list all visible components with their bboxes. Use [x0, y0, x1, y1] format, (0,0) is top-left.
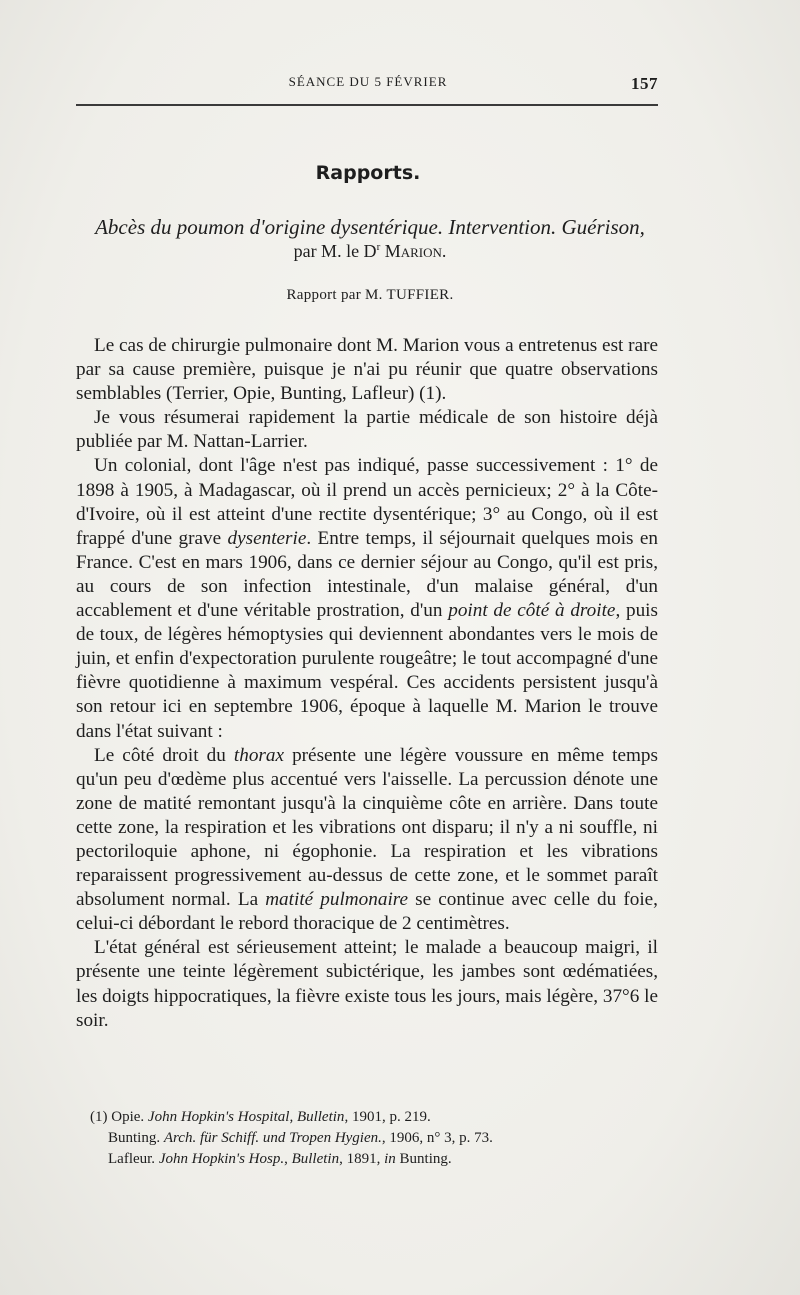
paragraph-2: Je vous résumerai rapidement la partie médicale de son histoire déjà publiée par M. Nattan-Larrier. [76, 407, 658, 453]
paragraph-5: L'état général est sérieusement atteint; le malade a beaucoup maigri, il présente une teinte légèrement subictérique, les jambes sont œdématiées, les doigts hippocratiques, la fièvre existe tous les jours, mais légère, 37°6 le soir. [76, 937, 658, 1031]
article-byline [74, 241, 666, 262]
footnotes [90, 1107, 658, 1170]
paragraph-4-italic-2: matité pulmonaire [265, 889, 409, 911]
running-title: SÉANCE DU 5 FÉVRIER [288, 74, 448, 89]
paragraph-3-part-b: . Entre temps, il séjournait quelques mois en France. C'est en mars 1906, dans ce dernier séjour au Congo, qu'il est pris, au cours de son infection intestinale, d'un malaise général, d'un accablement et d'une véritable prostration, d'un [76, 527, 658, 622]
paragraph-3-italic-1: dysenterie [227, 527, 307, 549]
footnote-3-c: , 1891, [339, 1151, 385, 1167]
byline-prefix: par M. le D [293, 241, 377, 261]
footnote-1-b: , 1901, p. 219. [344, 1109, 431, 1125]
footnote-3-a: Lafleur. [108, 1151, 159, 1167]
paragraph-3-italic-2: point de côté à droite [448, 600, 616, 622]
section-title: Rapports. [315, 162, 421, 184]
footnote-2-a: Bunting. [108, 1130, 164, 1146]
paragraph-4 [76, 744, 658, 937]
footnote-2-italic: Arch. für Schiff. und Tropen Hygien. [163, 1130, 382, 1146]
paragraph-3-part-c: , puis de toux, de légères hémoptysies qui deviennent abondantes vers le mois de juin, et enfin d'expectoration purulente rougeâtre; le tout accompagné d'une fièvre quotidienne à maximum vespéral. Ces accidents persistent jusqu'à son retour ici en septembre 1906, époque à laquelle M. Marion le trouve dans l'état suivant : [76, 600, 658, 742]
footnote-3-italic-1: John Hopkin's Hosp. [158, 1151, 285, 1167]
paragraph-4-italic-1: thorax [233, 744, 284, 766]
page-number: 157 [631, 74, 658, 93]
footnote-2-b: , 1906, n° 3, p. 73. [381, 1130, 493, 1146]
paragraph-4-part-c: se continue avec celle du foie, celui-ci débordant le rebord thoracique de 2 centimètres. [76, 889, 658, 935]
paragraph-4-part-b: présente une légère voussure en même temps qu'un peu d'œdème plus accentué vers l'aisselle. La percussion dénote une zone de matité remontant jusqu'à la cinquième côte en arrière. Dans toute cette zone, la respiration et les vibrations ont disparu; il n'y a ni souffle, ni pectoriloquie aphone, ni égophonie. La respiration et les vibrations reparaissent progressivement au-dessus de cette zone, et le sommet paraît absolument normal. La [76, 744, 658, 911]
body-text [76, 334, 658, 1033]
footnote-3-d: Bunting. [395, 1151, 452, 1167]
footnote-3-italic-2: Bulletin [291, 1151, 340, 1167]
footnote-1-a: (1) Opie. [90, 1109, 148, 1125]
article-title: Abcès du poumon d'origine dysentérique. Intervention. Guérison, [95, 215, 645, 239]
footnote-3-italic-3: in [384, 1151, 396, 1167]
footnote-2 [90, 1128, 658, 1149]
footnote-1-italic: John Hopkin's Hospital, Bulletin [147, 1109, 345, 1125]
paragraph-3 [76, 454, 658, 743]
report-by-line: Rapport par M. TUFFIER. [286, 287, 454, 303]
byline-suffix: . [441, 241, 447, 261]
byline-sup: r [376, 241, 381, 253]
footnote-1 [90, 1107, 658, 1128]
header-rule [76, 104, 658, 106]
footnote-3 [90, 1149, 658, 1170]
paragraph-1: Le cas de chirurgie pulmonaire dont M. Marion vous a entretenus est rare par sa cause première, puisque je n'ai pu réunir que quatre observations semblables (Terrier, Opie, Bunting, Lafleur) (1). [76, 335, 658, 405]
paragraph-3-part-a: Un colonial, dont l'âge n'est pas indiqué, passe successivement : 1° de 1898 à 1905, à Madagascar, où il prend un accès pernicieux; 2° à la Côte-d'Ivoire, où il est atteint d'une rectite dysentérique; 3° au Congo, où il est frappé d'une grave [76, 455, 658, 549]
byline-name: Marion [384, 241, 442, 261]
paragraph-4-part-a: Le côté droit du [94, 744, 234, 766]
footnote-3-b: , [284, 1151, 292, 1167]
